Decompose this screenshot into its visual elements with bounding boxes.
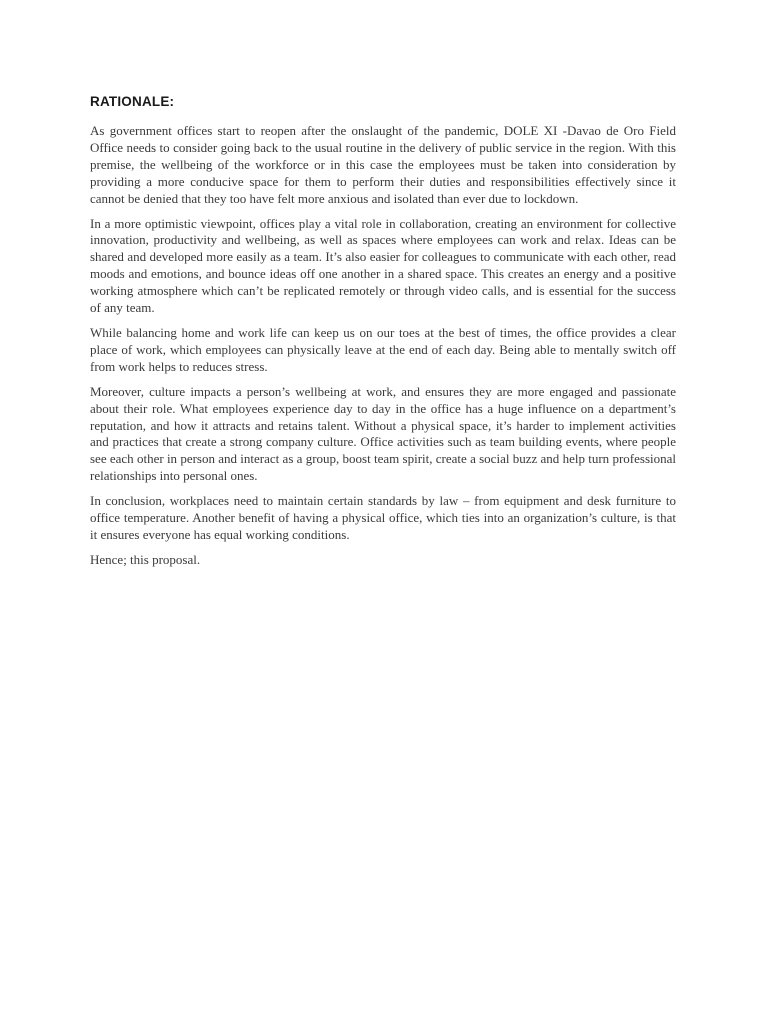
paragraph-culture: Moreover, culture impacts a person’s wellbeing at work, and ensures they are more engaged and passionate about their role. What employees experience day to day in the office has a huge influence on a department’s reputation, and how it attracts and retains talent. Without a physical space, it’s harder to implement activities and practices that create a strong company culture. Office activities such as team building events, where people see each other in person and interact as a group, boost team spirit, create a social buzz and help turn professional relationships into personal ones.	[90, 383, 676, 484]
paragraph-work-life-balance: While balancing home and work life can keep us on our toes at the best of times, the office provides a clear place of work, which employees can physically leave at the end of each day. Being able to mentally switch off from work helps to reduces stress.	[90, 324, 676, 374]
document-body	[90, 93, 676, 577]
paragraph-collaboration: In a more optimistic viewpoint, offices play a vital role in collaboration, creating an environment for collective innovation, productivity and wellbeing, as well as spaces where employees can work and relax. Ideas can be shared and developed more easily as a team. It’s also easier for colleagues to communicate with each other, read moods and emotions, and bounce ideas off one another in a shared space. This creates an energy and a positive working atmosphere which can’t be replicated remotely or through video calls, and is essential for the success of any team.	[90, 215, 676, 316]
paragraph-closing: Hence; this proposal.	[90, 551, 201, 567]
paragraph-conclusion: In conclusion, workplaces need to maintain certain standards by law – from equipment and desk furniture to office temperature. Another benefit of having a physical office, which ties into an organization’s culture, is that it ensures everyone has equal working conditions.	[90, 493, 676, 542]
paragraph-intro: As government offices start to reopen after the onslaught of the pandemic, DOLE XI -Davao de Oro Field Office needs to consider going back to the usual routine in the delivery of public service in the region. With this premise, the wellbeing of the workforce or in this case the employees must be taken into consideration by providing a more conducive space for them to perform their duties and responsibilities effectively since it cannot be denied that they too have felt more anxious and isolated than ever due to lockdown.	[90, 123, 676, 206]
section-heading: RATIONALE:	[90, 94, 175, 109]
